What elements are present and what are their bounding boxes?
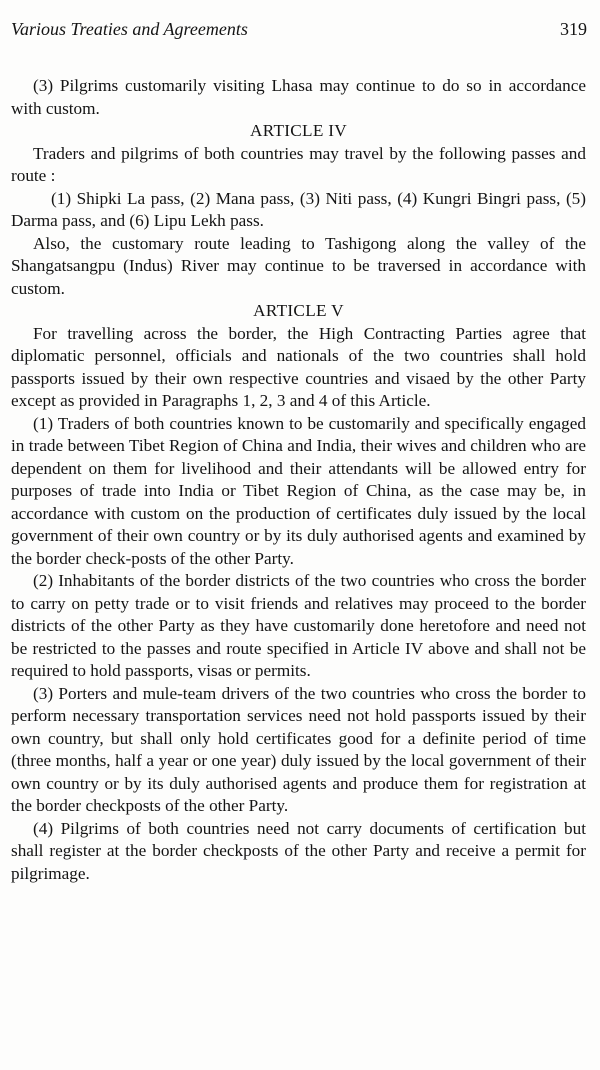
paragraph-passports: For travelling across the border, the High Contracting Parties agree that diplomatic personnel, officials and nationals of the two countries shall hold passports issued by their own respective countries and visaed by the other Party except as provided in Paragraphs 1, 2, 3 and 4 of this Article. (11, 323, 586, 410)
page-number: 319 (560, 19, 587, 39)
body-text (11, 75, 586, 885)
running-head (11, 16, 589, 42)
paragraph-pilgrims-lhasa: (3) Pilgrims customarily visiting Lhasa may continue to do so in accordance with custom. (11, 76, 586, 118)
paragraph-tashigong-route: Also, the customary route leading to Tashigong along the valley of the Shangatsangpu (Indus) River may continue to be traversed in accordance with custom. (11, 233, 586, 298)
paragraph-porters: (3) Porters and mule-team drivers of the two countries who cross the border to perform necessary transportation services need not hold passports issued by their own country, but shall only hold certificates good for a definite period of time (three months, half a year or one year) duly issued by the local government of their own country or by its duly authorised agents and produce them for registration at the border checkposts of the other Party. (11, 683, 586, 815)
paragraph-border-inhabitants: (2) Inhabitants of the border districts of the two countries who cross the border to carry on petty trade or to visit friends and relatives may proceed to the border districts of the other Party as they have customarily done heretofore and need not be restricted to the passes and route specified in Article IV above and shall not be required to hold passports, visas or permits. (11, 571, 586, 680)
paragraph-passes-list: (1) Shipki La pass, (2) Mana pass, (3) Niti pass, (4) Kungri Bingri pass, (5) Darma pass, and (6) Lipu Lekh pass. (11, 188, 586, 230)
paragraph-passes-intro: Traders and pilgrims of both countries may travel by the following passes and route : (11, 143, 586, 185)
paragraph-pilgrims-permit: (4) Pilgrims of both countries need not carry documents of certification but shall register at the border checkposts of the other Party and receive a permit for pilgrimage. (11, 818, 586, 883)
article-iv-heading: ARTICLE IV (250, 121, 347, 140)
running-head-title: Various Treaties and Agreements (11, 19, 248, 39)
paragraph-traders: (1) Traders of both countries known to be customarily and specifically engaged in trade between Tibet Region of China and India, their wives and children who are dependent on them for livelihood and their attendants will be allowed entry for purposes of trade into India or Tibet Region of China, as the case may be, in accordance with custom on the production of certificates duly issued by the local government of their own country or by its duly authorised agents and examined by the border check-posts of the other Party. (11, 413, 586, 568)
article-v-heading: ARTICLE V (253, 301, 344, 320)
